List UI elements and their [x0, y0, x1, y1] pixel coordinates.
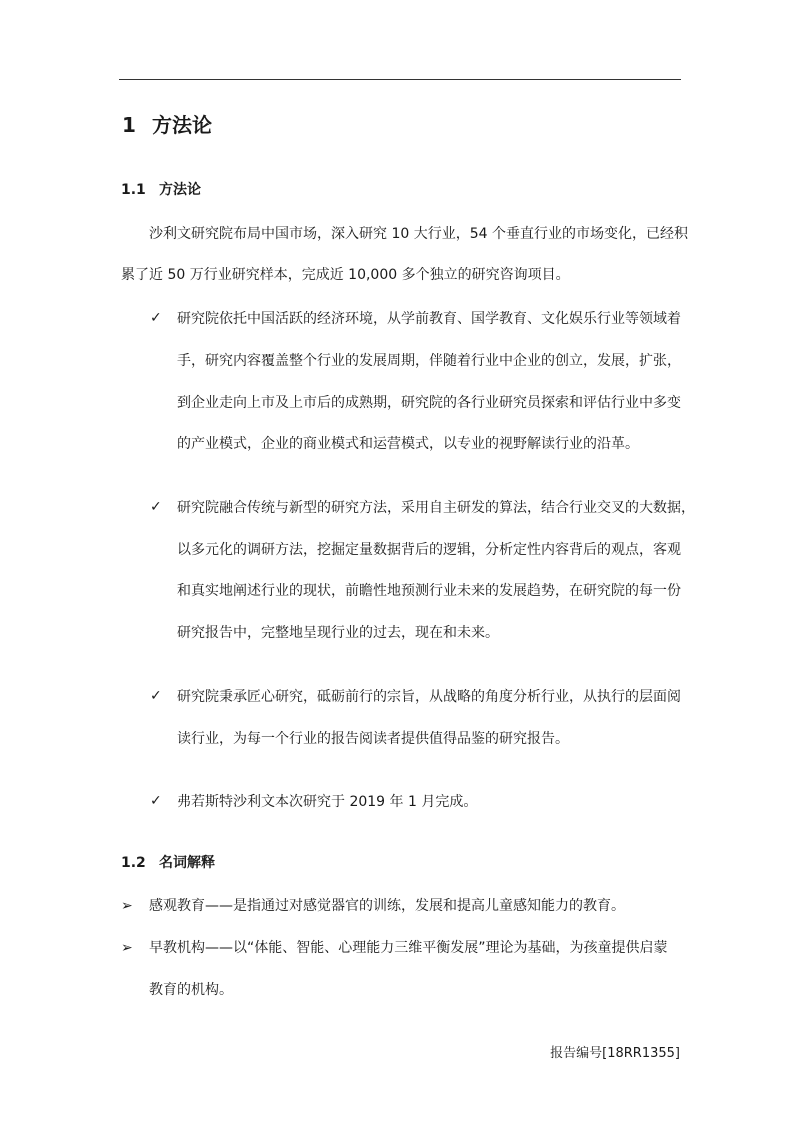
section-heading-1-2	[121, 853, 215, 873]
section-title: 名词解释	[159, 855, 215, 871]
chapter-number: 1	[122, 113, 136, 137]
term-1-line-1: 感观教育——是指通过对感觉器官的训练，发展和提高儿童感知能力的教育。	[149, 898, 625, 914]
check-icon: ✓	[150, 688, 162, 704]
bullet-1-line-2: 手，研究内容覆盖整个行业的发展周期，伴随着行业中企业的创立，发展，扩张，	[177, 353, 681, 369]
chapter-title: 方法论	[152, 113, 212, 137]
chapter-heading	[122, 111, 212, 139]
bullet-2-line-1: 研究院融合传统与新型的研究方法，采用自主研发的算法，结合行业交叉的大数据，	[177, 500, 695, 516]
bullet-3-line-2: 读行业，为每一个行业的报告阅读者提供值得品鉴的研究报告。	[177, 731, 569, 747]
arrow-bullet-icon: ➢	[121, 940, 133, 956]
bullet-1-line-1: 研究院依托中国活跃的经济环境，从学前教育、国学教育、文化娱乐行业等领域着	[177, 311, 681, 327]
bullet-1-line-4: 的产业模式，企业的商业模式和运营模式，以专业的视野解读行业的沿革。	[177, 436, 639, 452]
report-number: 报告编号[18RR1355]	[550, 1046, 680, 1061]
section-number: 1.2	[121, 855, 146, 871]
bullet-2-line-3: 和真实地阐述行业的现状，前瞻性地预测行业未来的发展趋势，在研究院的每一份	[177, 583, 681, 599]
bullet-1-line-3: 到企业走向上市及上市后的成熟期，研究院的各行业研究员探索和评估行业中多变	[177, 395, 681, 411]
arrow-bullet-icon: ➢	[121, 898, 133, 914]
section-heading-1-1	[121, 180, 201, 200]
bullet-2-line-4: 研究报告中，完整地呈现行业的过去，现在和未来。	[177, 625, 499, 641]
header-rule	[119, 79, 681, 80]
term-2-line-2: 教育的机构。	[149, 982, 233, 998]
bullet-4-line-1: 弗若斯特沙利文本次研究于 2019 年 1 月完成。	[177, 794, 478, 810]
intro-line-2: 累了近 50 万行业研究样本，完成近 10,000 多个独立的研究咨询项目。	[121, 267, 570, 283]
bullet-3-line-1: 研究院秉承匠心研究，砥砺前行的宗旨，从战略的角度分析行业，从执行的层面阅	[177, 689, 681, 705]
check-icon: ✓	[150, 499, 162, 515]
section-number: 1.1	[121, 182, 146, 198]
check-icon: ✓	[150, 793, 162, 809]
intro-line-1: 沙利文研究院布局中国市场，深入研究 10 大行业，54 个垂直行业的市场变化，已经积	[149, 226, 688, 242]
check-icon: ✓	[150, 310, 162, 326]
term-2-line-1: 早教机构——以“体能、智能、心理能力三维平衡发展”理论为基础，为孩童提供启蒙	[149, 940, 668, 956]
bullet-2-line-2: 以多元化的调研方法，挖掘定量数据背后的逻辑，分析定性内容背后的观点，客观	[177, 542, 681, 558]
section-title: 方法论	[159, 182, 201, 198]
